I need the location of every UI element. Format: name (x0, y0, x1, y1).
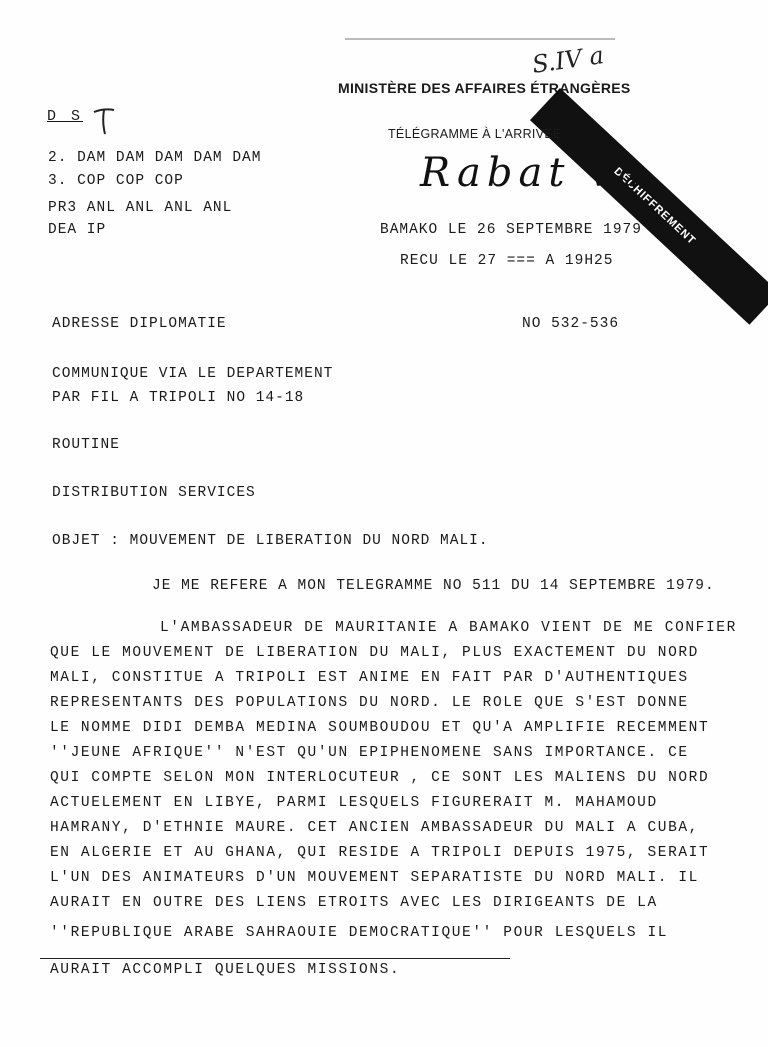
handwritten-ds-mark (92, 106, 116, 143)
routing-line-1: 2. DAM DAM DAM DAM DAM (48, 150, 262, 166)
body-line: QUE LE MOUVEMENT DE LIBERATION DU MALI, PLUS EXACTEMENT DU NORD (50, 645, 699, 661)
hand-underline (40, 958, 510, 959)
telegram-number: NO 532-536 (522, 316, 620, 332)
communique-line-1: COMMUNIQUE VIA LE DEPARTEMENT (52, 366, 334, 382)
handwritten-destination: Rabat va (420, 150, 648, 196)
body-line: AURAIT EN OUTRE DES LIENS ETROITS AVEC LES DIRIGEANTS DE LA (50, 895, 658, 911)
routing-line-2: 3. COP COP COP (48, 173, 184, 189)
received-time: RECU LE 27 === A 19H25 (400, 253, 614, 269)
ministry-title: MINISTÈRE DES AFFAIRES ÉTRANGÈRES (338, 80, 631, 96)
routing-line-4: DEA IP (48, 222, 107, 238)
routing-line-3: PR3 ANL ANL ANL ANL (48, 200, 233, 216)
body-line: HAMRANY, D'ETHNIE MAURE. CET ANCIEN AMBASSADEUR DU MALI A CUBA, (50, 820, 699, 836)
dechiffrement-banner (530, 88, 768, 325)
subject-line: OBJET : MOUVEMENT DE LIBERATION DU NORD MALI. (52, 533, 489, 549)
handwritten-corner-note: S.IV a (530, 41, 606, 79)
body-line: EN ALGERIE ET AU GHANA, QUI RESIDE A TRIPOLI DEPUIS 1975, SERAIT (50, 845, 710, 861)
distribution: DISTRIBUTION SERVICES (52, 485, 256, 501)
priority: ROUTINE (52, 437, 120, 453)
communique-line-2: PAR FIL A TRIPOLI NO 14-18 (52, 390, 305, 406)
reference-line: JE ME REFERE A MON TELEGRAMME NO 511 DU 14 SEPTEMBRE 1979. (152, 578, 715, 594)
body-line: ACTUELEMENT EN LIBYE, PARMI LESQUELS FIGURERAIT M. MAHAMOUD (50, 795, 658, 811)
body-line: ''JEUNE AFRIQUE'' N'EST QU'UN EPIPHENOMENE SANS IMPORTANCE. CE (50, 745, 689, 761)
handwritten-t-icon (92, 106, 116, 136)
body-line: QUI COMPTE SELON MON INTERLOCUTEUR , CE SONT LES MALIENS DU NORD (50, 770, 710, 786)
address: ADRESSE DIPLOMATIE (52, 316, 227, 332)
body-line: L'AMBASSADEUR DE MAURITANIE A BAMAKO VIENT DE ME CONFIER (160, 620, 737, 636)
top-edge-mark (345, 38, 615, 40)
body-line: ''REPUBLIQUE ARABE SAHRAOUIE DEMOCRATIQUE'' POUR LESQUELS IL (50, 925, 669, 941)
origin-date: BAMAKO LE 26 SEPTEMBRE 1979 (380, 222, 642, 238)
body-line: REPRESENTANTS DES POPULATIONS DU NORD. LE ROLE QUE S'EST DONNE (50, 695, 689, 711)
routing-ds: D S (47, 108, 84, 125)
body-line: AURAIT ACCOMPLI QUELQUES MISSIONS. (50, 962, 401, 978)
telegram-type: TÉLÉGRAMME À L'ARRIVÉE (388, 127, 562, 141)
body-line: MALI, CONSTITUE A TRIPOLI EST ANIME EN FAIT PAR D'AUTHENTIQUES (50, 670, 689, 686)
banner-label: DÉCHIFFREMENT (611, 165, 698, 248)
body-line: L'UN DES ANIMATEURS D'UN MOUVEMENT SEPARATISTE DU NORD MALI. IL (50, 870, 699, 886)
body-line: LE NOMME DIDI DEMBA MEDINA SOUMBOUDOU ET QU'A AMPLIFIE RECEMMENT (50, 720, 710, 736)
